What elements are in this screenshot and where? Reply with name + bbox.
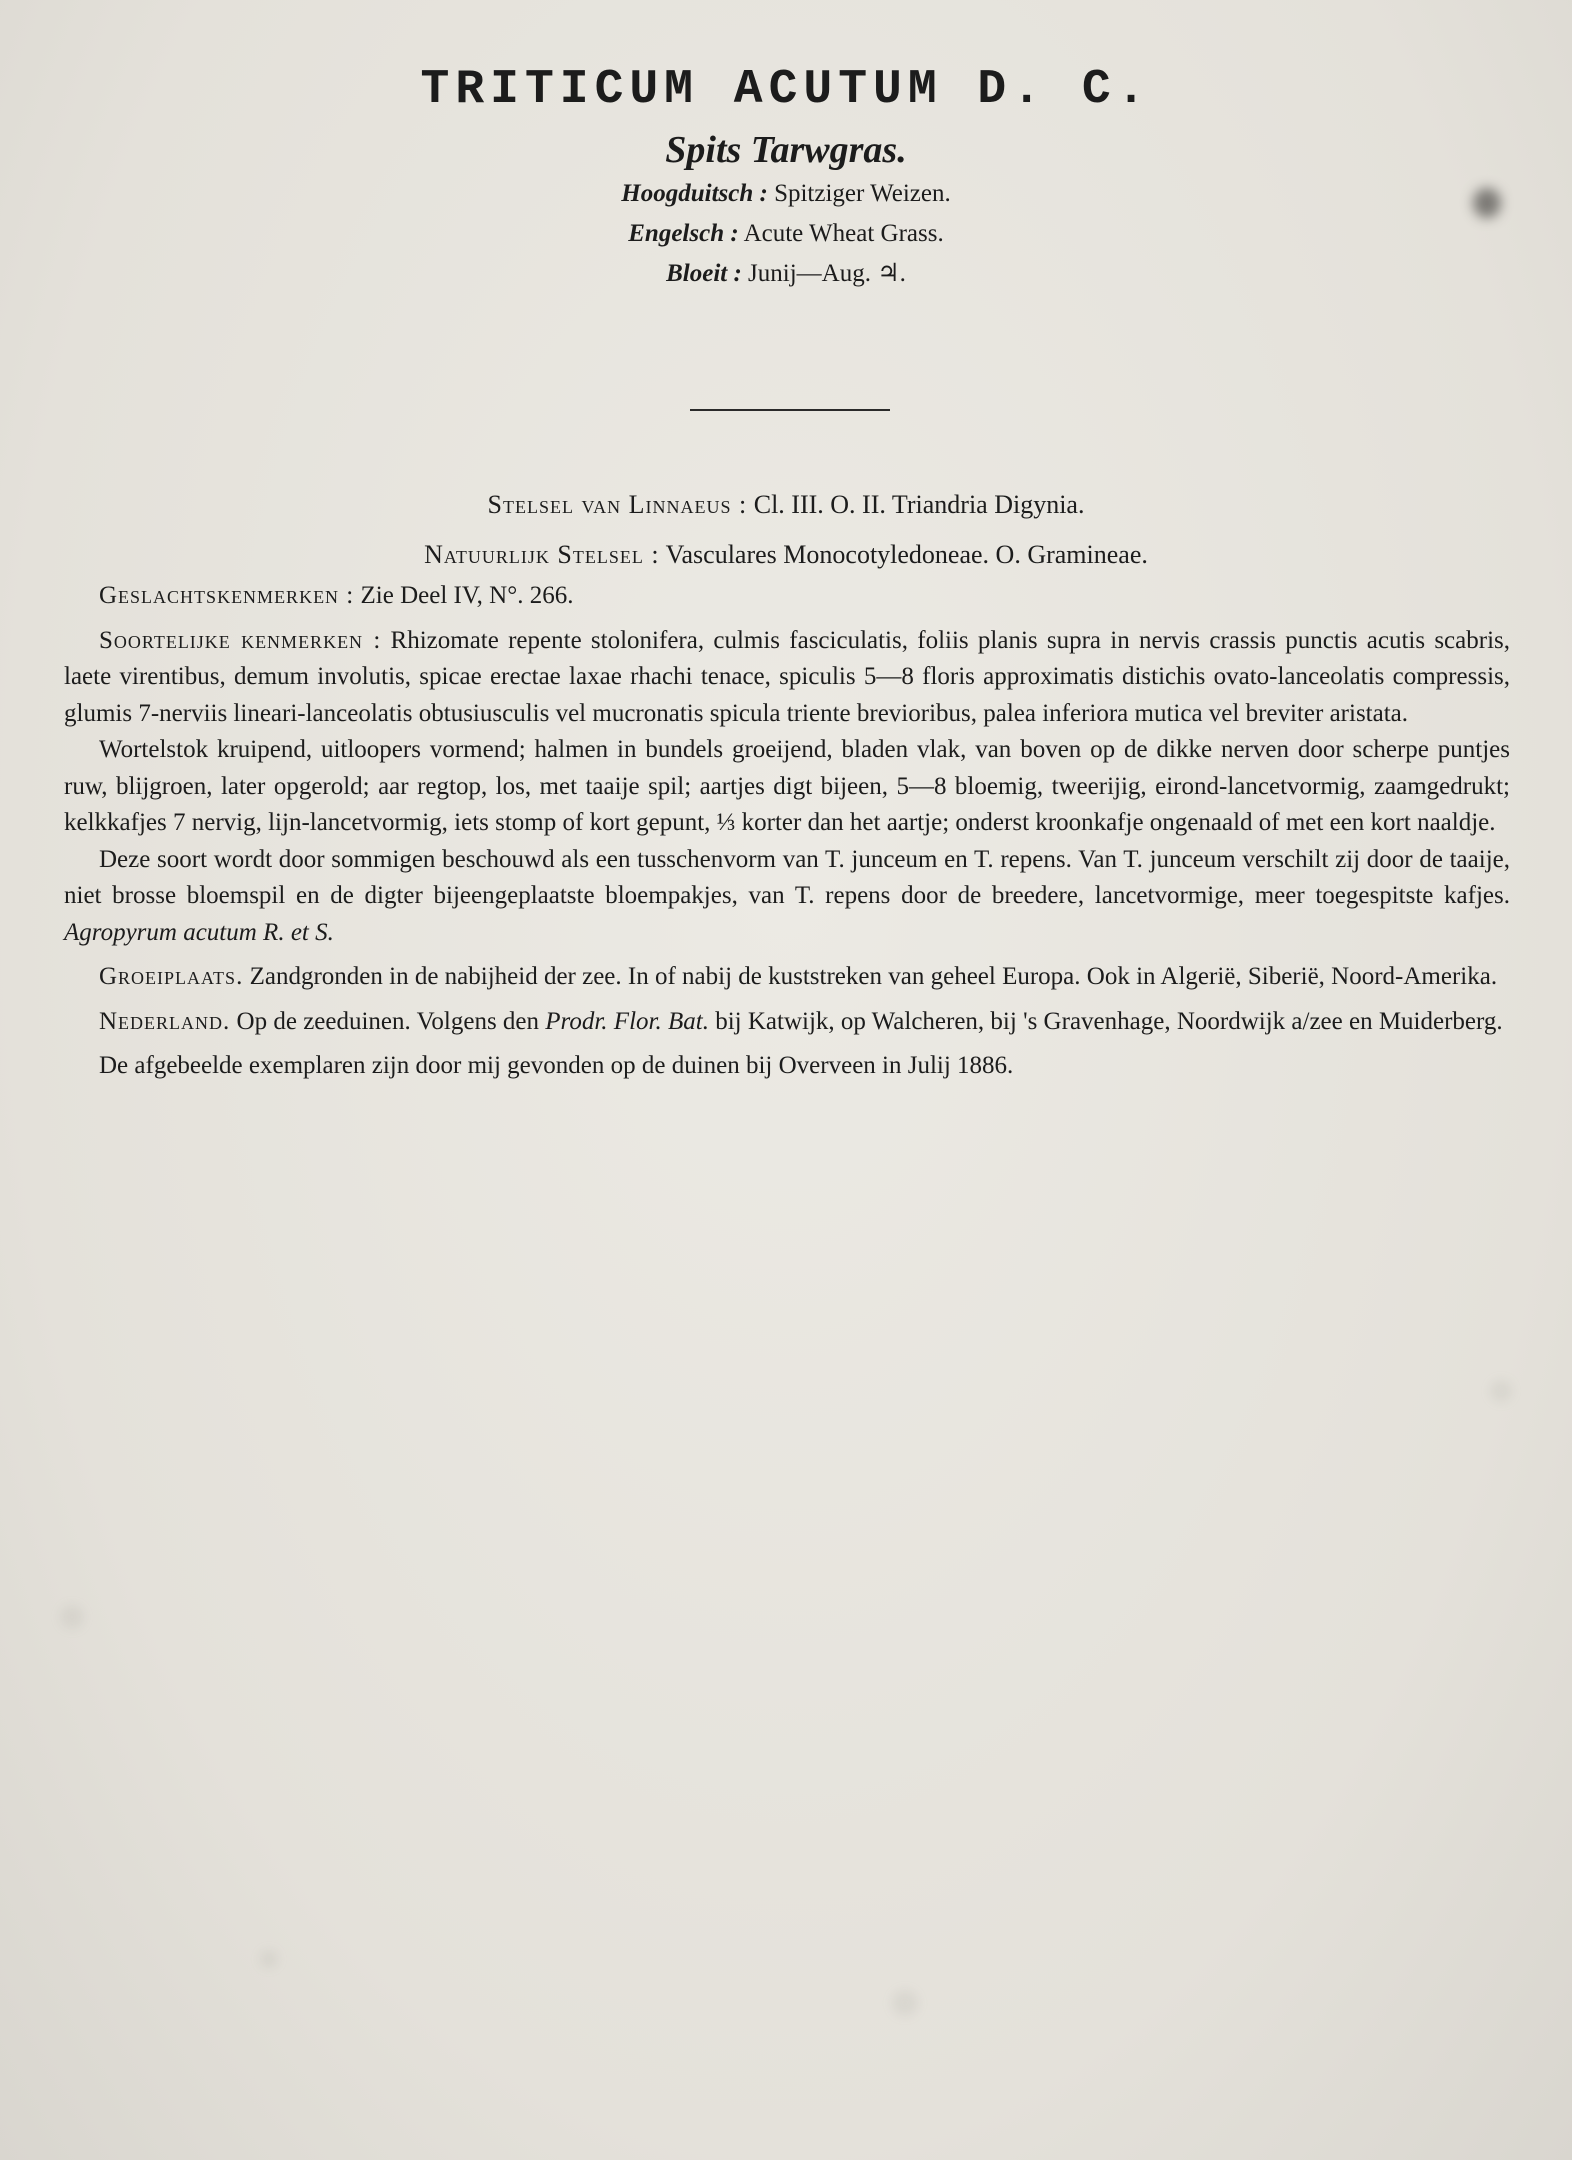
- german-name-line: [0, 174, 1572, 214]
- species-label: Soortelijke kenmerken :: [99, 626, 382, 654]
- genus-label: Geslachtskenmerken :: [99, 582, 355, 609]
- natural-value: Vasculares Monocotyledoneae. O. Gramineae.: [665, 540, 1148, 569]
- natural-system-line: [0, 540, 1572, 570]
- paper-blemish: [260, 1950, 278, 1968]
- dutch-name: Spits Tarwgras.: [665, 129, 907, 171]
- linnaeus-value: Cl. III. O. II. Triandria Digynia.: [753, 490, 1085, 519]
- genus-value: Zie Deel IV, N°. 266.: [360, 582, 574, 609]
- header: [0, 60, 1572, 294]
- remark-paragraph: [64, 842, 1510, 952]
- specimens-paragraph: De afgebeelde exemplaren zijn door mij gevonden op de duinen bij Overveen in Julij 1886.: [99, 1052, 1014, 1079]
- remark-synonym: Agropyrum acutum R. et S.: [64, 918, 334, 946]
- body-text: [64, 578, 1510, 1085]
- netherlands-paragraph: [64, 1004, 1510, 1041]
- netherlands-text-2: bij Katwijk, op Walcheren, bij 's Gravenhage, Noordwijk a/zee en Muiderberg.: [715, 1007, 1503, 1035]
- genus-paragraph: [64, 578, 1510, 615]
- german-name: Spitziger Weizen.: [774, 180, 951, 207]
- species-title: TRITICUM ACUTUM D. C.: [420, 63, 1152, 117]
- english-name: Acute Wheat Grass.: [743, 220, 944, 247]
- bloom-line: [0, 254, 1572, 294]
- paper-blemish: [60, 1605, 84, 1629]
- divider-rule: [690, 409, 890, 411]
- german-label: Hoogduitsch :: [621, 180, 768, 207]
- remark-text: Deze soort wordt door sommigen beschouwd als een tusschenvorm van T. junceum en T. repens. Van T. junceum verschilt zij door de taaije, niet brosse bloemspil en de digter bijeengeplaatste bloempakjes, van T. repens door de breedere, lancetvormige, meer toegespitste kafjes.: [64, 845, 1510, 909]
- species-value: Rhizomate repente stolonifera, culmis fasciculatis, foliis planis supra in nervis crassis punctis acutis scabris, laete virentibus, demum involutis, spicae erectae laxae rhachi tenace, spiculis 5—8 floris approximatis distichis ovato-lanceolatis compressis, glumis 7-nerviis lineari-lanceolatis obtusiusculis vel mucronatis spicula triente brevioribus, palea inferiora mutica vel breviter aristata.: [64, 626, 1510, 727]
- description-paragraph: Wortelstok kruipend, uitloopers vormend; halmen in bundels groeijend, bladen vlak, van boven op de dikke nerven door scherpe puntjes ruw, blijgroen, later opgerold; aar regtop, los, met taaije spil; aartjes digt bijeen, 5—8 bloemig, tweerijig, eirond-lancetvormig, zaamgedrukt; kelkkafjes 7 nervig, lijn-lancetvormig, iets stomp of kort gepunt, ⅓ korter dan het aartje; onderst kroonkafje ongenaald of met een kort naaldje.: [64, 736, 1510, 836]
- habitat-label: Groeiplaats.: [99, 963, 244, 990]
- paper-blemish: [1490, 1380, 1512, 1402]
- natural-label: Natuurlijk Stelsel :: [424, 540, 660, 569]
- habitat-value: Zandgronden in de nabijheid der zee. In of nabij de kuststreken van geheel Europa. Ook in Algerië, Siberië, Noord-Amerika.: [249, 963, 1498, 990]
- species-paragraph: [64, 623, 1510, 733]
- netherlands-text-1: Op de zeeduinen. Volgens den: [236, 1007, 540, 1035]
- habitat-paragraph: [64, 959, 1510, 996]
- bloom-period: Junij—Aug. ♃.: [748, 260, 906, 287]
- linnaeus-label: Stelsel van Linnaeus :: [487, 490, 748, 519]
- english-label: Engelsch :: [628, 220, 739, 247]
- linnaeus-system-line: [0, 490, 1572, 520]
- bloom-label: Bloeit :: [666, 260, 742, 287]
- paper-blemish: [892, 1990, 918, 2016]
- english-name-line: [0, 214, 1572, 254]
- netherlands-source: Prodr. Flor. Bat.: [545, 1007, 709, 1035]
- netherlands-label: Nederland.: [99, 1007, 231, 1035]
